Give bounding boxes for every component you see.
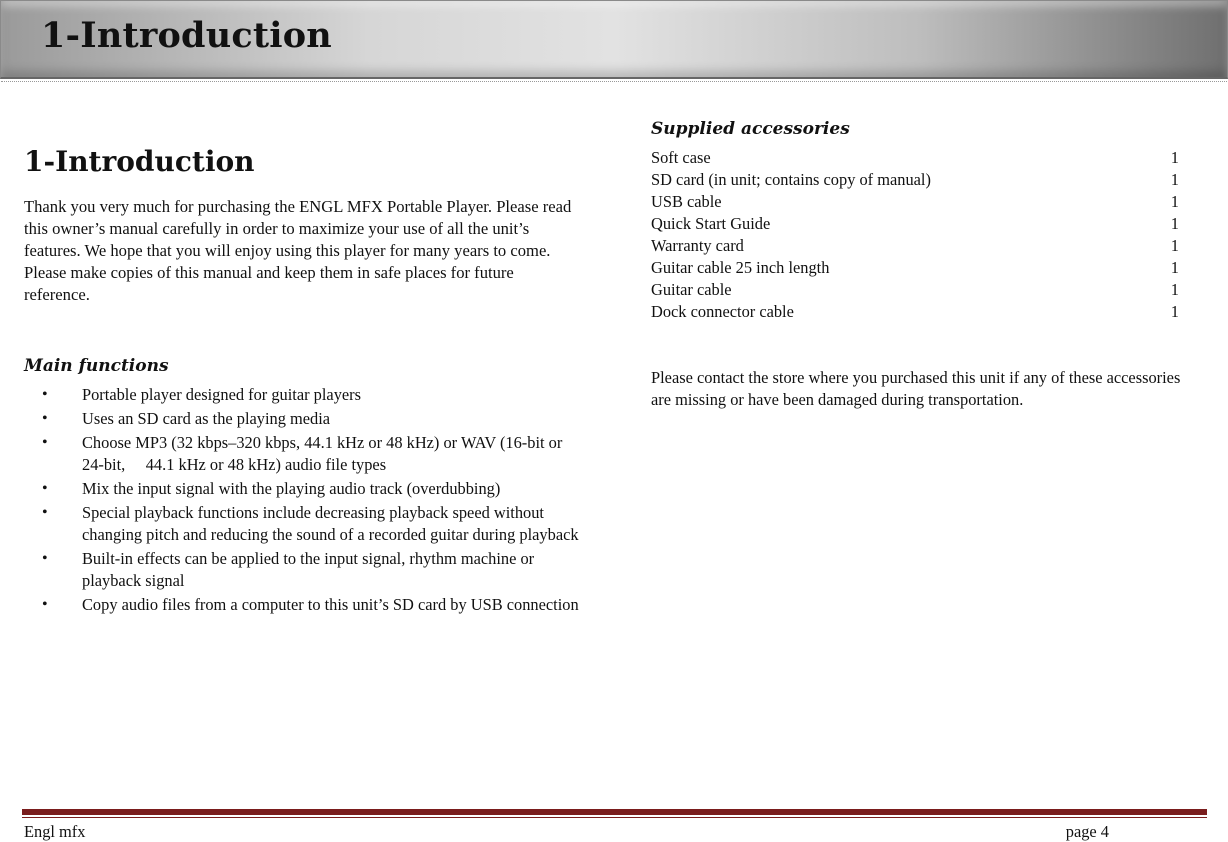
accessory-qty: 1 (1170, 280, 1179, 299)
list-item-text: Special playback functions include decreasing playback speed without changing pitch and reducing the sound of a recorded guitar during playback (82, 503, 579, 544)
list-item (24, 384, 579, 406)
footer-document-name: Engl mfx (24, 822, 86, 841)
list-item (24, 594, 579, 616)
accessory-name: SD card (in unit; contains copy of manual) (651, 170, 931, 189)
main-functions-heading: Main functions (24, 356, 169, 376)
accessory-name: USB cable (651, 192, 722, 211)
main-functions-section (24, 356, 579, 616)
list-item (24, 548, 579, 592)
feature-list (24, 384, 579, 616)
list-item (24, 502, 579, 546)
accessories-heading: Supplied accessories (651, 119, 850, 139)
left-column (24, 140, 579, 618)
header-title: 1-Introduction (41, 15, 332, 56)
list-item (24, 408, 579, 430)
section-heading: 1-Introduction (24, 145, 255, 178)
bullet-icon: • (42, 480, 48, 497)
table-row (651, 235, 1181, 257)
table-row (651, 169, 1181, 191)
bullet-icon: • (42, 386, 48, 403)
footer-page-number: page 4 (1065, 822, 1109, 841)
contact-note: Please contact the store where you purchased this unit if any of these accessories are missing or have been damaged during transportation. (651, 368, 1181, 409)
accessory-name: Warranty card (651, 236, 744, 255)
accessory-name: Dock connector cable (651, 302, 794, 321)
accessory-name: Guitar cable 25 inch length (651, 258, 830, 277)
table-row (651, 279, 1181, 301)
accessory-name: Guitar cable (651, 280, 732, 299)
list-item-text: Built-in effects can be applied to the input signal, rhythm machine or playback signal (82, 549, 535, 590)
list-item-text: Copy audio files from a computer to this unit’s SD card by USB connection (82, 595, 579, 614)
bullet-icon: • (42, 550, 48, 567)
bullet-icon: • (42, 410, 48, 427)
accessory-name: Soft case (651, 148, 711, 167)
accessory-qty: 1 (1170, 302, 1179, 321)
list-item (24, 478, 579, 500)
list-item-text: Mix the input signal with the playing audio track (overdubbing) (82, 479, 501, 498)
accessories-table (651, 147, 1181, 323)
accessory-qty: 1 (1170, 148, 1179, 167)
right-column (651, 119, 1201, 411)
page-header-band (0, 0, 1228, 79)
bullet-icon: • (42, 434, 48, 451)
bullet-icon: • (42, 504, 48, 521)
accessory-name: Quick Start Guide (651, 214, 771, 233)
table-row (651, 301, 1181, 323)
footer-divider (22, 809, 1207, 816)
accessory-qty: 1 (1170, 236, 1179, 255)
accessory-qty: 1 (1170, 192, 1179, 211)
list-item-text: Portable player designed for guitar players (82, 385, 362, 404)
table-row (651, 147, 1181, 169)
list-item (24, 432, 579, 476)
table-row (651, 257, 1181, 279)
list-item-text: Uses an SD card as the playing media (82, 409, 331, 428)
footer-divider-thin (22, 817, 1207, 818)
bullet-icon: • (42, 596, 48, 613)
list-item-text: Choose MP3 (32 kbps–320 kbps, 44.1 kHz or 48 kHz) or WAV (16-bit or 24-bit, 44.1 kHz or 48 kHz) audio file types (82, 433, 567, 474)
table-row (651, 191, 1181, 213)
accessory-qty: 1 (1170, 214, 1179, 233)
accessory-qty: 1 (1170, 170, 1179, 189)
table-row (651, 213, 1181, 235)
accessory-qty: 1 (1170, 258, 1179, 277)
intro-paragraph: Thank you very much for purchasing the ENGL MFX Portable Player. Please read this owner’s manual carefully in order to maximize your use of all the unit’s features. We hope that you will enjoy using this player for many years to come. Please make copies of this manual and keep them in safe places for future reference. (24, 197, 572, 304)
